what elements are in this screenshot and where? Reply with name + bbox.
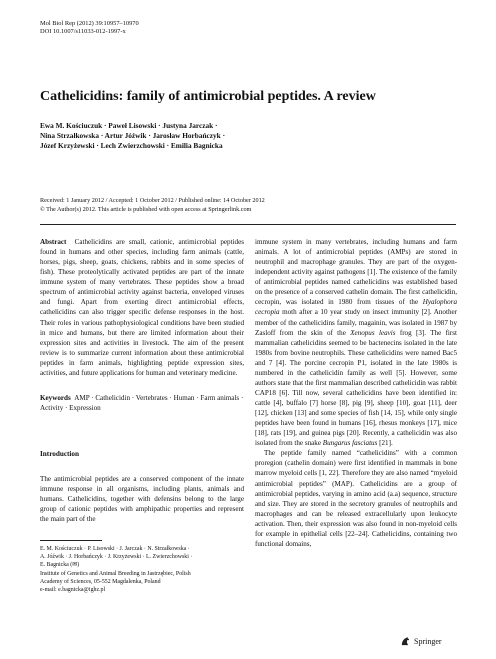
article-title: Cathelicidins: family of antimicrobial peptides. A review: [40, 89, 376, 104]
body-right-column: [255, 237, 457, 549]
keywords: [40, 393, 244, 413]
footnote-line: E. M. Kościuczuk · P. Lisowski · J. Jarczak · N. Strzałkowska ·: [40, 546, 190, 552]
abstract-text: Cathelicidins are small, cationic, antimicrobial peptides found in humans and other species, including farm animals (cattle, horses, pigs, sheep, goats, chickens, rabbits and in some species of fish). These proteolytically activated peptides are part of the innate immune system of many vertebrates. These peptides show a broad spectrum of antimicrobial activity against bacteria, enveloped viruses and fungi. Apart from exerting direct antimicrobial effects, cathelicidins can also trigger specific defense responses in the host. Their roles in various pathophysiological conditions have been studied in mice and humans, but there are limited information about their expression sites and activities in livestock. The aim of the present review is to summarize current information about these antimicrobial peptides in farm animals, highlighting peptide expression sites, activities, and future applications for human and veterinary medicine.: [40, 238, 245, 377]
journal-header: [40, 20, 139, 37]
introduction-text: [40, 474, 244, 524]
body-paragraph-2: The peptide family named “cathelicidins” with a common proregion (cathelin domain) were first identified in mammals in bone marrow myeloid cells [1, 22]. Therefore they are also named “myeloid antimicrobial peptides” (MAP). Cathelicidins are a group of antimicrobial peptides, varying in amino acid (a.a) sequence, structure and size. They are stored in the secretory granules of neutrophils and macrophages and can be released extracellularly upon leukocyte activation. Then, their expression was also found in non-myeloid cells for example in epithelial cells [22–24]. Cathelicidins, containing two functional domains,: [255, 449, 457, 548]
publisher-logo: [400, 636, 442, 647]
footnote-email[interactable]: e-mail: e.bagnicka@ighz.pl: [40, 587, 106, 594]
footnote-divider: [40, 540, 102, 541]
received-info: [40, 197, 265, 215]
copyright-notice: © The Author(s) 2012. This article is published with open access at Springerlink.com: [40, 205, 252, 213]
keywords-text: AMP · Cathelicidin · Vertebrates · Human · Farm animals · Activity · Expression: [40, 394, 244, 413]
keywords-label: Keywords: [40, 394, 71, 402]
author-line: Józef Krzyżewski · Lech Zwierzchowski · Emilia Bagnicka: [40, 141, 223, 151]
received-dates: Received: 1 January 2012 / Accepted: 1 October 2012 / Published online: 14 October 2012: [40, 197, 265, 204]
journal-citation: Mol Biol Rep (2012) 39:10957–10970: [40, 20, 139, 27]
publisher-name: Springer: [414, 637, 442, 646]
introduction-paragraph: The antimicrobial peptides are a conserved component of the innate immune response in all organisms, including plants, animals and humans. Cathelicidins, together with defensins belong to the large group of cationic peptides with amphipathic properties and represent the main part of the: [40, 475, 244, 524]
doi[interactable]: DOI 10.1007/s11033-012-1997-x: [40, 28, 126, 36]
author-line: Ewa M. Kościuczuk · Paweł Lisowski · Justyna Jarczak ·: [40, 121, 218, 130]
body-paragraph-1: immune system in many vertebrates, including humans and farm animals. A lot of antimicrobial peptides (AMPs) are stored in neutrophil and macrophage granules. They are part of the oxygen-independent activity against pathogens [1]. The existence of the family of antimicrobial peptides named cathelicidins was established based on the presence of a conserved cathelin domain. The first cathelicidin, cecropin, was isolated in 1980 from tissues of the Hyalophora cecropia moth after a 10 year study on insect immunity [2]. Another member of the cathelicidins family, magainin, was isolated in 1987 by Zasloff from the skin of the Xenopus leavis frog [3]. The first mammalian cathelicidins seemed to be bactenecins isolated in the late 1980s from bovine neutrophils. These cathelicidins were named Bac5 and 7 [4]. The porcine cecropin P1, isolated in the late 1980s is numbered in the cathelicidin family as well [5]. However, some authors state that the first mammalian described cathelicidin was rabbit CAP18 [6]. Till now, several cathelicidins have been identified in: cattle [4], buffalo [7] horse [8], pig [9], sheep [10], goat [11], deer [12], chicken [13] and some species of fish [14, 15], while only single peptides have been found in humans [16], rhesus monkeys [17], mice [18], rats [19], and guinea pigs [20]. Recently, a cathelicidin was also isolated from the snake Bungarus fasciatus [21].: [255, 238, 458, 448]
introduction-heading: Introduction: [40, 450, 80, 458]
footnote-line: A. Jóźwik · J. Horbańczyk · J. Krzyżewski · L. Zwierzchowski ·: [40, 554, 193, 561]
author-line: Nina Strzałkowska · Artur Jóźwik · Jarosław Horbańczyk ·: [40, 131, 226, 141]
abstract-label: Abstract: [40, 238, 67, 246]
footnote-line: E. Bagnicka (✉): [40, 562, 80, 569]
section-divider: [40, 224, 456, 225]
footnote-line: Institute of Genetics and Animal Breeding in Jastrzębiec, Polish: [40, 570, 191, 577]
springer-horse-icon: [400, 636, 411, 647]
author-list: [40, 121, 340, 152]
author-affiliations: [40, 545, 250, 594]
footnote-line: Academy of Sciences, 05-552 Magdalenka, Poland: [40, 578, 161, 585]
abstract: [40, 237, 244, 378]
